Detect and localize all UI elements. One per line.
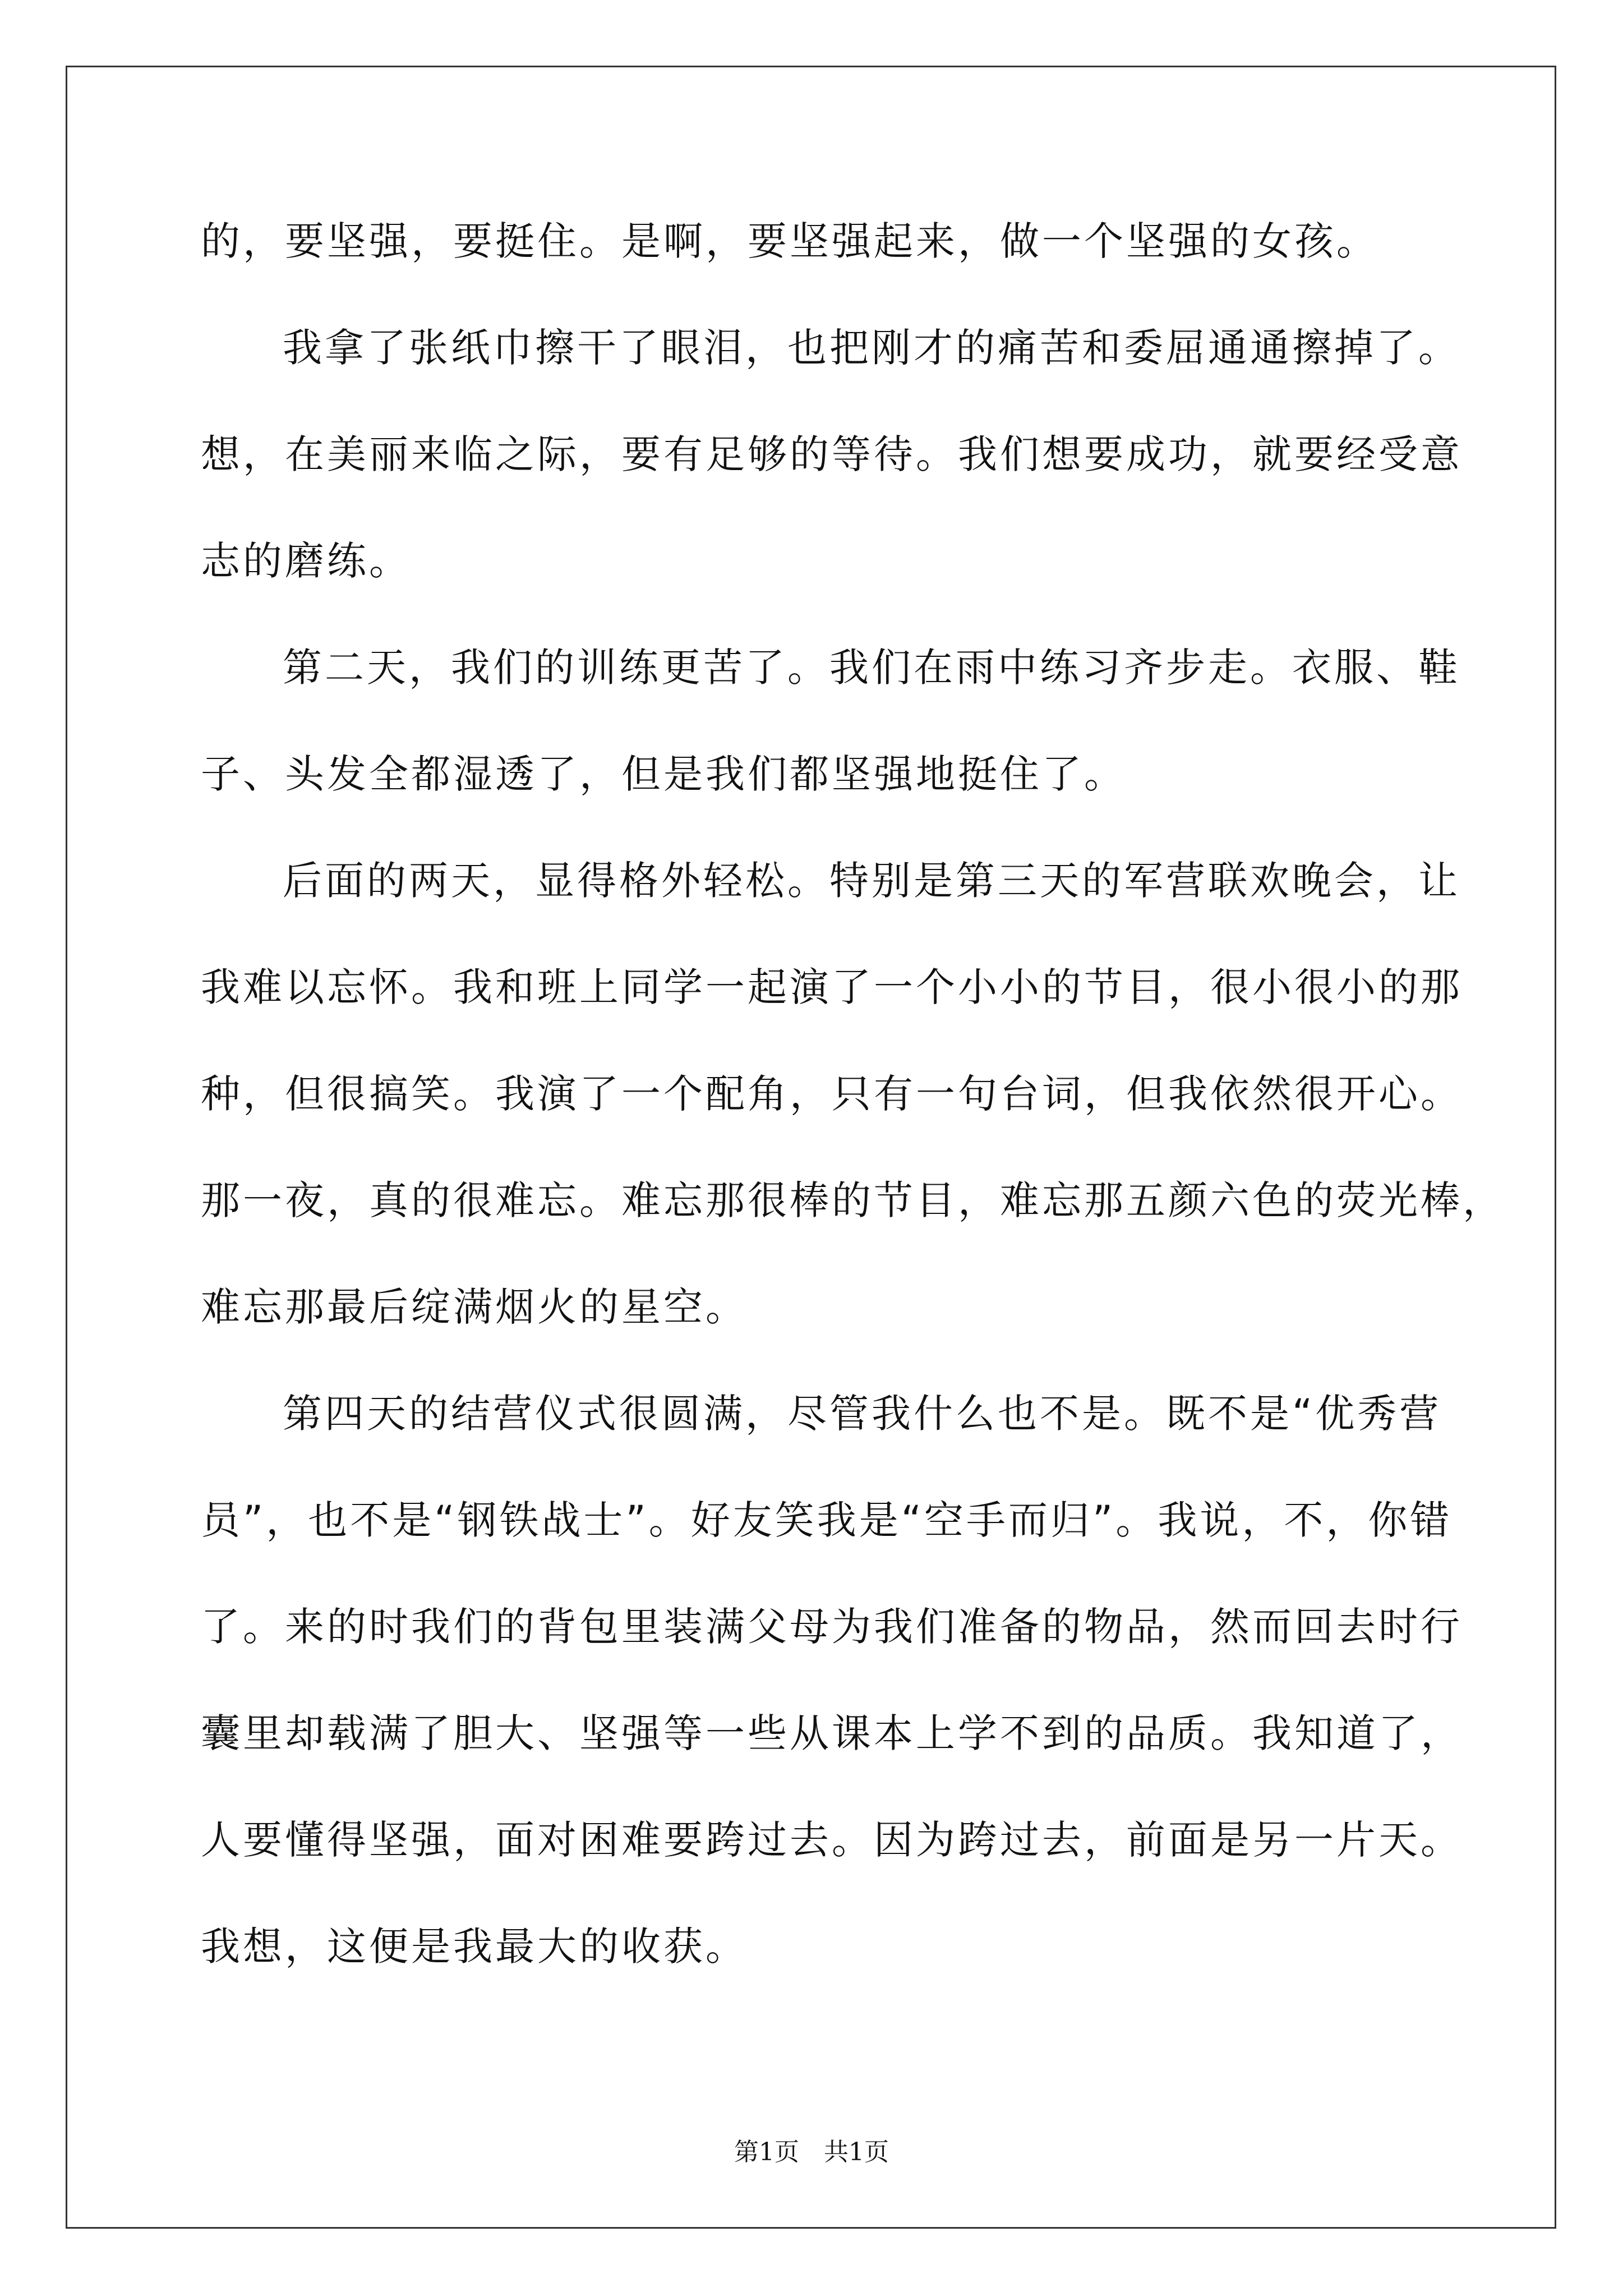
text-line: 我想，这便是我最大的收获。 <box>201 1924 748 1970</box>
text-line: 那一夜，真的很难忘。难忘那很棒的节目，难忘那五颜六色的荧光棒， <box>201 1177 1505 1223</box>
text-line: 员”，也不是“钢铁战士”。好友笑我是“空手而归”。我说，不，你错 <box>201 1497 1453 1543</box>
text-line: 的，要坚强，要挺住。是啊，要坚强起来，做一个坚强的女孩。 <box>201 218 1378 264</box>
page-footer: 第1页 共1页 <box>734 2138 889 2166</box>
text-line: 了。来的时我们的背包里装满父母为我们准备的物品，然而回去时行 <box>201 1604 1463 1650</box>
text-line: 难忘那最后绽满烟火的星空。 <box>201 1284 748 1330</box>
text-line: 想，在美丽来临之际，要有足够的等待。我们想要成功，就要经受意 <box>201 431 1463 477</box>
text-line: 我拿了张纸巾擦干了眼泪，也把刚才的痛苦和委屈通通擦掉了。 <box>283 325 1460 371</box>
text-line: 囊里却载满了胆大、坚强等一些从课本上学不到的品质。我知道了， <box>201 1710 1463 1756</box>
text-line: 后面的两天，显得格外轻松。特别是第三天的军营联欢晚会，让 <box>283 858 1460 904</box>
text-line: 第四天的结营仪式很圆满，尽管我什么也不是。既不是“优秀营 <box>283 1391 1442 1437</box>
text-line: 种，但很搞笑。我演了一个配角，只有一句台词，但我依然很开心。 <box>201 1071 1463 1117</box>
text-line: 我难以忘怀。我和班上同学一起演了一个小小的节目，很小很小的那 <box>201 964 1463 1010</box>
document-body <box>201 215 1505 2027</box>
text-line: 志的磨练。 <box>201 538 411 584</box>
text-line: 人要懂得坚强，面对困难要跨过去。因为跨过去，前面是另一片天。 <box>201 1817 1463 1863</box>
text-line: 子、头发全都湿透了，但是我们都坚强地挺住了。 <box>201 751 1126 797</box>
text-line: 第二天，我们的训练更苦了。我们在雨中练习齐步走。衣服、鞋 <box>283 645 1460 691</box>
